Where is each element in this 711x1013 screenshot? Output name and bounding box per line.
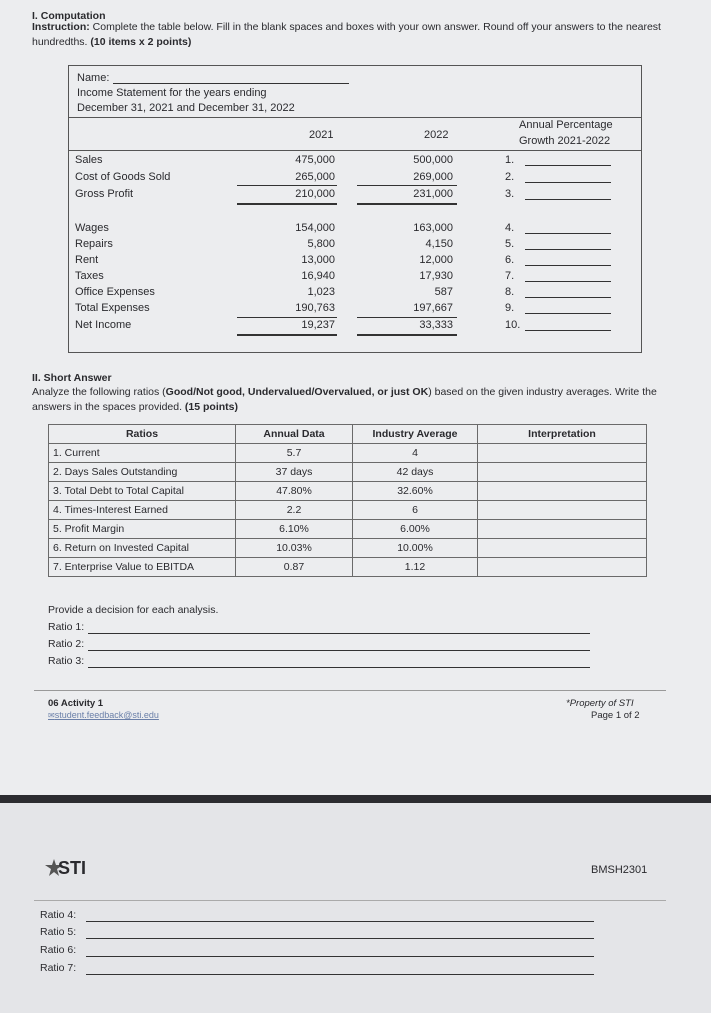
answer-blank[interactable]: [525, 233, 611, 234]
table-row: [49, 539, 647, 558]
header-annual-data: Annual Data: [236, 425, 353, 444]
page-break-bar: [0, 795, 711, 803]
answer-blank[interactable]: [525, 165, 611, 166]
item-number: 1.: [505, 154, 515, 166]
industry-average: 42 days: [353, 463, 478, 482]
table-row: [49, 463, 647, 482]
item-number: 10.: [505, 319, 521, 331]
decision-label: Ratio 6:: [40, 944, 77, 956]
value-2021: 210,000: [295, 188, 335, 200]
col-header-growth-line2: Growth 2021-2022: [519, 135, 611, 147]
decision-label: Ratio 2:: [48, 638, 85, 650]
interpretation-cell[interactable]: [478, 482, 647, 501]
item-number: 2.: [505, 171, 515, 183]
footer-email-link[interactable]: [48, 710, 159, 720]
table-row: [49, 482, 647, 501]
row-label: Office Expenses: [75, 286, 155, 298]
net-rule-2022: [357, 334, 457, 336]
footer-email: student.feedback@sti.edu: [54, 710, 159, 720]
interpretation-cell[interactable]: [478, 539, 647, 558]
income-statement-box: [68, 65, 642, 353]
industry-average: 6.00%: [353, 520, 478, 539]
value-2021: 154,000: [295, 222, 335, 234]
value-2022: 163,000: [413, 222, 453, 234]
col-header-growth-line1: Annual Percentage: [519, 119, 613, 131]
gross-rule-2021: [237, 203, 337, 205]
footer-divider: [34, 690, 666, 691]
ratio-name: 2. Days Sales Outstanding: [49, 463, 236, 482]
ratio-name: 3. Total Debt to Total Capital: [49, 482, 236, 501]
header-ratios: Ratios: [49, 425, 236, 444]
ratio-name: 7. Enterprise Value to EBITDA: [49, 558, 236, 577]
value-2021: 190,763: [295, 302, 335, 314]
header-interpretation: Interpretation: [478, 425, 647, 444]
value-2021: 19,237: [301, 319, 335, 331]
instruction-options: Good/Not good, Undervalued/Overvalued, or just OK: [165, 386, 429, 398]
interpretation-cell[interactable]: [478, 520, 647, 539]
annual-data: 0.87: [236, 558, 353, 577]
column-header-divider: [69, 150, 641, 151]
part1-instruction: [32, 20, 672, 50]
part2-instruction: [32, 385, 672, 415]
annual-data: 10.03%: [236, 539, 353, 558]
header-industry-average: Industry Average: [353, 425, 478, 444]
interpretation-cell[interactable]: [478, 558, 647, 577]
expense-rule-2021: [237, 317, 337, 318]
mail-icon: ✉: [48, 711, 55, 720]
answer-blank[interactable]: [525, 297, 611, 298]
sti-logo-text: STI: [58, 858, 87, 878]
part2-title: II. Short Answer: [32, 372, 112, 384]
gross-rule-2022: [357, 203, 457, 205]
row-label: Net Income: [75, 319, 132, 331]
answer-blank[interactable]: [525, 249, 611, 250]
ratio-name: 4. Times-Interest Earned: [49, 501, 236, 520]
part1-title: I. Computation: [32, 10, 106, 22]
decision-label: Ratio 1:: [48, 621, 85, 633]
table-row: [49, 501, 647, 520]
annual-data: 47.80%: [236, 482, 353, 501]
industry-average: 6: [353, 501, 478, 520]
col-header-2022: 2022: [424, 129, 449, 141]
decision-label: Ratio 4:: [40, 909, 77, 921]
value-2021: 5,800: [307, 238, 335, 250]
interpretation-cell[interactable]: [478, 444, 647, 463]
statement-title: Income Statement for the years ending: [77, 87, 267, 99]
value-2022: 231,000: [413, 188, 453, 200]
worksheet-page-2: [0, 803, 711, 1013]
value-2022: 12,000: [419, 254, 453, 266]
row-label: Taxes: [75, 270, 104, 282]
value-2021: 265,000: [295, 171, 335, 183]
statement-dates: December 31, 2021 and December 31, 2022: [77, 102, 295, 114]
footer-page: Page 1 of 2: [591, 710, 640, 721]
instruction-points: (15 points): [182, 401, 239, 413]
decision-answer-line[interactable]: [86, 974, 594, 975]
col-header-2021: 2021: [309, 129, 334, 141]
course-code: BMSH2301: [591, 864, 648, 876]
industry-average: 1.12: [353, 558, 478, 577]
row-label: Repairs: [75, 238, 113, 250]
instruction-label: Instruction:: [32, 21, 90, 33]
row-label: Sales: [75, 154, 103, 166]
table-row: [49, 558, 647, 577]
name-label: Name:: [77, 72, 110, 84]
item-number: 3.: [505, 188, 515, 200]
table-row: [49, 444, 647, 463]
row-label: Gross Profit: [75, 188, 134, 200]
value-2021: 475,000: [295, 154, 335, 166]
decision-label: Ratio 7:: [40, 962, 77, 974]
item-number: 7.: [505, 270, 515, 282]
annual-data: 37 days: [236, 463, 353, 482]
name-blank[interactable]: [113, 83, 349, 84]
item-number: 6.: [505, 254, 515, 266]
decision-label: Ratio 3:: [48, 655, 85, 667]
industry-average: 4: [353, 444, 478, 463]
header-divider: [69, 117, 641, 118]
item-number: 8.: [505, 286, 515, 298]
decision-answer-line[interactable]: [88, 650, 590, 651]
page2-header-divider: [34, 900, 666, 901]
annual-data: 5.7: [236, 444, 353, 463]
industry-average: 10.00%: [353, 539, 478, 558]
item-number: 9.: [505, 302, 515, 314]
value-2022: 500,000: [413, 154, 453, 166]
item-number: 4.: [505, 222, 515, 234]
decision-answer-line[interactable]: [88, 633, 590, 634]
answer-blank[interactable]: [525, 281, 611, 282]
instruction-text: Complete the table below. Fill in the blank spaces and boxes with your own answer. Round off your answers to the nearest hundredths.: [32, 21, 661, 48]
decision-prompt: Provide a decision for each analysis.: [48, 604, 219, 616]
answer-blank[interactable]: [525, 182, 611, 183]
value-2022: 197,667: [413, 302, 453, 314]
ratios-table: [48, 424, 647, 577]
interpretation-cell[interactable]: [478, 463, 647, 482]
decision-label: Ratio 5:: [40, 926, 77, 938]
table-header-row: [49, 425, 647, 444]
value-2022: 587: [434, 286, 453, 298]
answer-blank[interactable]: [525, 265, 611, 266]
ratio-name: 5. Profit Margin: [49, 520, 236, 539]
industry-average: 32.60%: [353, 482, 478, 501]
value-2022: 17,930: [419, 270, 453, 282]
subtotal-rule-2022: [357, 185, 457, 186]
instruction-post: ) based on the given industry averages. Write the answers in the spaces provided.: [32, 386, 657, 413]
row-label: Wages: [75, 222, 109, 234]
decision-answer-line[interactable]: [86, 938, 594, 939]
instruction-pre: Analyze the following ratios (: [32, 386, 166, 398]
value-2022: 269,000: [413, 171, 453, 183]
expense-rule-2022: [357, 317, 457, 318]
ratio-name: 6. Return on Invested Capital: [49, 539, 236, 558]
annual-data: 6.10%: [236, 520, 353, 539]
row-label: Cost of Goods Sold: [75, 171, 171, 183]
ratio-name: 1. Current: [49, 444, 236, 463]
value-2021: 1,023: [307, 286, 335, 298]
answer-blank[interactable]: [525, 199, 611, 200]
row-label: Total Expenses: [75, 302, 150, 314]
answer-blank[interactable]: [525, 330, 611, 331]
decision-answer-line[interactable]: [88, 667, 590, 668]
instruction-points: (10 items x 2 points): [87, 36, 192, 48]
footer-activity: 06 Activity 1: [48, 698, 104, 709]
table-row: [49, 520, 647, 539]
net-rule-2021: [237, 334, 337, 336]
value-2021: 13,000: [301, 254, 335, 266]
item-number: 5.: [505, 238, 515, 250]
value-2021: 16,940: [301, 270, 335, 282]
answer-blank[interactable]: [525, 313, 611, 314]
decision-answer-line[interactable]: [86, 956, 594, 957]
row-label: Rent: [75, 254, 99, 266]
value-2022: 4,150: [425, 238, 453, 250]
decision-answer-line[interactable]: [86, 921, 594, 922]
value-2022: 33,333: [419, 319, 453, 331]
subtotal-rule-2021: [237, 185, 337, 186]
interpretation-cell[interactable]: [478, 501, 647, 520]
footer-property: *Property of STI: [566, 698, 634, 709]
annual-data: 2.2: [236, 501, 353, 520]
